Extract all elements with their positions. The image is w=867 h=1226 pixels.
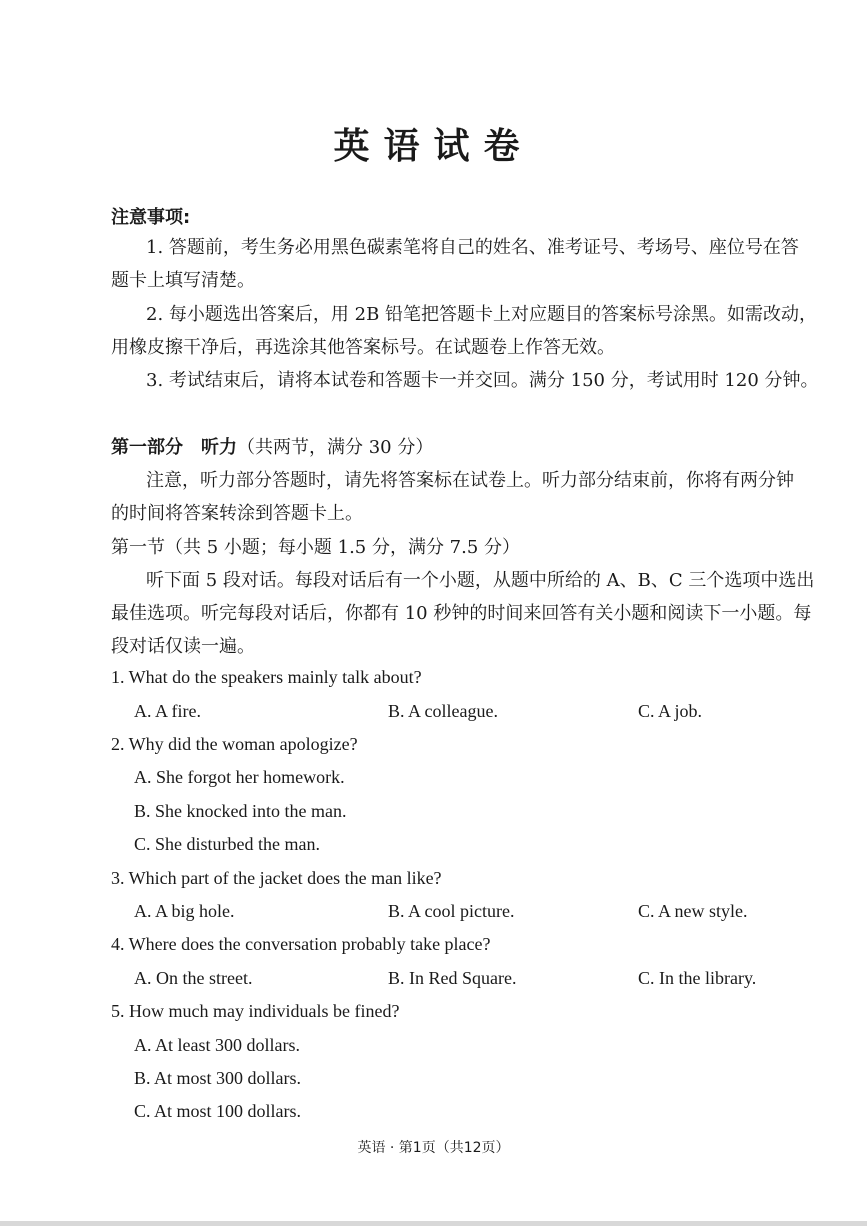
question-3-option-c: C. A new style. [638,901,748,921]
page-title: 英语试卷 [333,126,534,167]
question-4-option-c: C. In the library. [638,968,757,988]
question-4-option-a: A. On the street. [134,968,253,988]
question-3-stem: 3. Which part of the jacket does the man like? [111,868,442,888]
page-footer: 英语 · 第1页（共12页） [357,1140,510,1156]
question-4-stem: 4. Where does the conversation probably take place? [111,934,491,954]
question-4-option-b: B. In Red Square. [388,968,517,988]
part1-note: 注意，听力部分答题时，请先将答案标在试卷上。听力部分结束前，你将有两分钟 [146,470,794,491]
question-2-option-b: B. She knocked into the man. [134,801,347,821]
question-1-stem: 1. What do the speakers mainly talk about? [111,667,422,687]
section1-instructions: 听下面 5 段对话。每段对话后有一个小题，从题中所给的 A、B、C 三个选项中选出 [146,570,815,591]
part1-heading [111,433,433,459]
question-1-option-a: A. A fire. [134,701,201,721]
question-5-option-a: A. At least 300 dollars. [134,1035,300,1055]
section1-instructions-cont-1: 最佳选项。听完每段对话后，你都有 10 秒钟的时间来回答有关小题和阅读下一小题。每 [111,603,812,624]
scan-edge [0,1221,867,1226]
question-1-option-c: C. A job. [638,701,703,721]
question-5-stem: 5. How much may individuals be fined? [111,1001,400,1021]
section1-instructions-cont-2: 段对话仅读一遍。 [111,636,255,657]
notice-heading: 注意事项: [111,207,191,228]
notice-item-1: 1. 答题前，考生务必用黑色碳素笔将自己的姓名、准考证号、考场号、座位号在答 [146,237,799,258]
part1-heading-rest: （共两节，满分 30 分） [237,437,434,458]
question-5-option-c: C. At most 100 dollars. [134,1101,302,1121]
section1-heading: 第一节（共 5 小题；每小题 1.5 分，满分 7.5 分） [111,537,521,558]
question-3-option-a: A. A big hole. [134,901,235,921]
notice-item-2: 2. 每小题选出答案后，用 2B 铅笔把答题卡上对应题目的答案标号涂黑。如需改动， [146,304,818,325]
part1-heading-bold: 第一部分 听力 [111,437,237,458]
notice-item-2-cont: 用橡皮擦干净后，再选涂其他答案标号。在试题卷上作答无效。 [111,337,615,358]
question-5-option-b: B. At most 300 dollars. [134,1068,302,1088]
question-2-option-a: A. She forgot her homework. [134,767,345,787]
question-2-option-c: C. She disturbed the man. [134,834,320,854]
part1-note-cont: 的时间将答案转涂到答题卡上。 [111,503,363,524]
question-1-option-b: B. A colleague. [388,701,498,721]
question-3-option-b: B. A cool picture. [388,901,515,921]
question-2-stem: 2. Why did the woman apologize? [111,734,358,754]
notice-item-1-cont: 题卡上填写清楚。 [111,270,255,291]
notice-item-3: 3. 考试结束后，请将本试卷和答题卡一并交回。满分 150 分，考试用时 120 分钟。 [146,370,819,391]
